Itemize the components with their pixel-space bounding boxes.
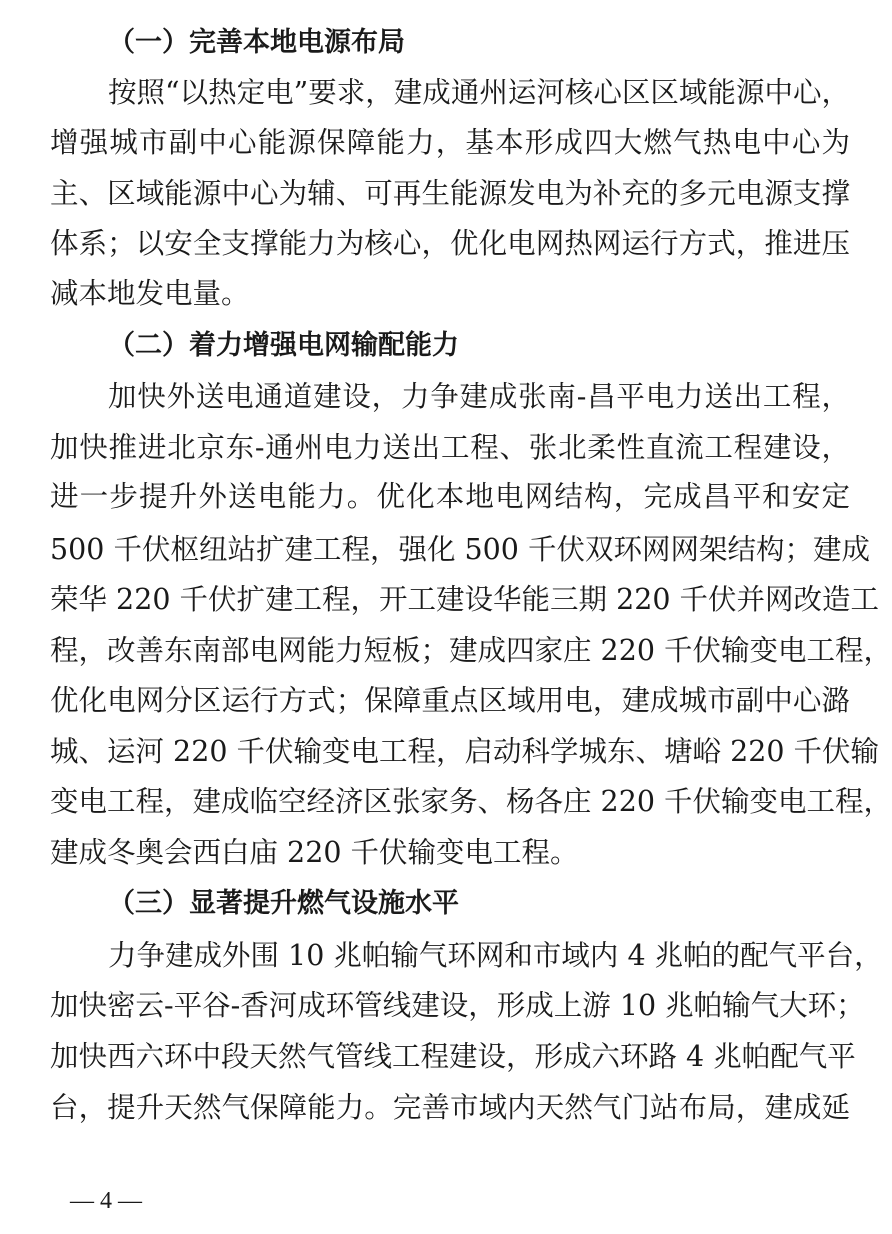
paragraph-line: 力争建成外围 10 兆帕输气环网和市域内 4 兆帕的配气平台， <box>108 939 883 972</box>
paragraph-line: 加快外送电通道建设，力争建成张南-昌平电力送出工程， <box>108 380 850 413</box>
section-heading-1: （一）完善本地电源布局 <box>108 27 405 58</box>
section-heading-3: （三）显著提升燃气设施水平 <box>108 888 459 919</box>
section-heading-2: （二）着力增强电网输配能力 <box>108 330 459 361</box>
paragraph-line: 按照“以热定电”要求，建成通州运河核心区区域能源中心， <box>108 76 850 109</box>
page-number: — 4 — <box>70 1188 142 1214</box>
paragraph-line: 荣华 220 千伏扩建工程，开工建设华能三期 220 千伏并网改造工 <box>50 583 880 616</box>
paragraph-line: 体系；以安全支撑能力为核心，优化电网热网运行方式，推进压 <box>50 227 850 260</box>
paragraph-line: 主、区域能源中心为辅、可再生能源发电为补充的多元电源支撑 <box>50 177 850 210</box>
paragraph-line: 城、运河 220 千伏输变电工程，启动科学城东、塘峪 220 千伏输 <box>50 735 880 768</box>
paragraph-line: 加快西六环中段天然气管线工程建设，形成六环路 4 兆帕配气平 <box>50 1040 856 1073</box>
paragraph-line: 减本地发电量。 <box>50 277 250 310</box>
paragraph-line: 增强城市副中心能源保障能力，基本形成四大燃气热电中心为 <box>50 126 850 159</box>
paragraph-line: 加快密云-平谷-香河成环管线建设，形成上游 10 兆帕输气大环； <box>50 989 865 1022</box>
paragraph-line: 建成冬奥会西白庙 220 千伏输变电工程。 <box>50 836 579 869</box>
paragraph-line: 变电工程，建成临空经济区张家务、杨各庄 220 千伏输变电工程， <box>50 785 892 818</box>
paragraph-line: 优化电网分区运行方式；保障重点区域用电，建成城市副中心潞 <box>50 684 850 717</box>
paragraph-line: 程，改善东南部电网能力短板；建成四家庄 220 千伏输变电工程， <box>50 634 892 667</box>
paragraph-line: 台，提升天然气保障能力。完善市域内天然气门站布局，建成延 <box>50 1091 850 1124</box>
paragraph-line: 加快推进北京东-通州电力送出工程、张北柔性直流工程建设， <box>50 431 850 464</box>
paragraph-line: 500 千伏枢纽站扩建工程，强化 500 千伏双环网网架结构；建成 <box>50 533 870 566</box>
paragraph-line: 进一步提升外送电能力。优化本地电网结构，完成昌平和安定 <box>50 480 850 513</box>
